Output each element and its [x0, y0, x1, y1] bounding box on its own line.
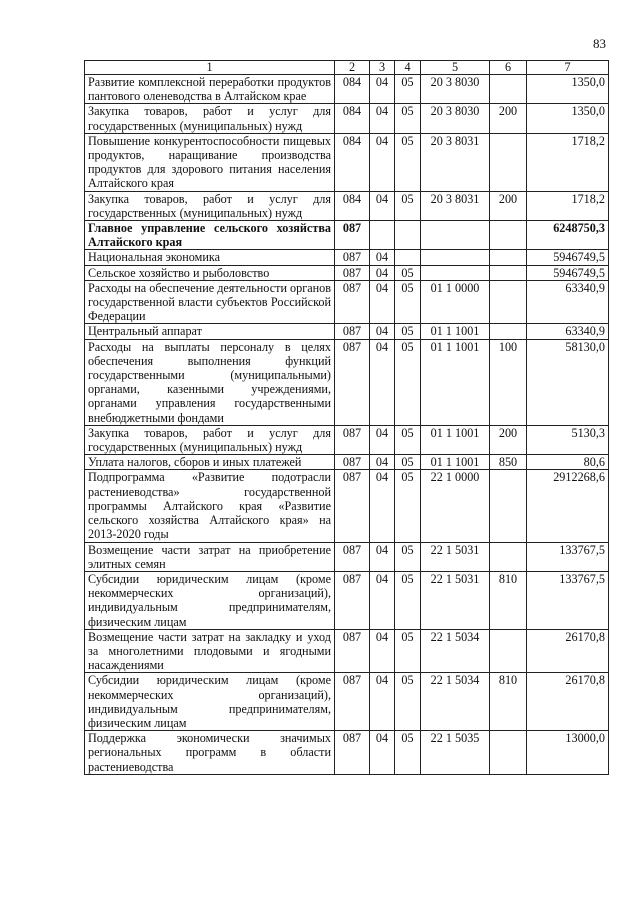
row-expense-type — [490, 470, 527, 542]
row-expense-type — [490, 75, 527, 104]
row-amount: 1350,0 — [527, 75, 609, 104]
row-name: Центральный аппарат — [85, 324, 335, 339]
row-target-article: 22 1 0000 — [421, 470, 490, 542]
row-target-article: 01 1 0000 — [421, 280, 490, 324]
row-expense-type: 810 — [490, 571, 527, 629]
row-ministry-code: 084 — [335, 191, 370, 220]
row-subsection-code: 05 — [395, 339, 421, 425]
row-target-article: 01 1 1001 — [421, 425, 490, 454]
row-amount: 63340,9 — [527, 280, 609, 324]
row-target-article — [421, 250, 490, 265]
header-col-3: 3 — [370, 61, 395, 75]
row-section-code: 04 — [370, 731, 395, 775]
row-section-code: 04 — [370, 280, 395, 324]
row-amount: 58130,0 — [527, 339, 609, 425]
row-section-code: 04 — [370, 470, 395, 542]
table-row — [85, 191, 609, 220]
row-expense-type: 200 — [490, 425, 527, 454]
row-target-article: 20 3 8030 — [421, 75, 490, 104]
row-target-article: 22 1 5031 — [421, 542, 490, 571]
row-expense-type: 810 — [490, 673, 527, 731]
row-amount: 133767,5 — [527, 542, 609, 571]
row-section-code: 04 — [370, 571, 395, 629]
row-subsection-code: 05 — [395, 265, 421, 280]
row-target-article: 01 1 1001 — [421, 339, 490, 425]
row-ministry-code: 087 — [335, 250, 370, 265]
row-target-article — [421, 265, 490, 280]
row-section-code: 04 — [370, 629, 395, 673]
row-subsection-code: 05 — [395, 731, 421, 775]
row-target-article: 20 3 8031 — [421, 133, 490, 191]
row-subsection-code: 05 — [395, 629, 421, 673]
row-name: Субсидии юридическим лицам (кроме некоммерческих организаций), индивидуальным предпринимателям, физическим лицам — [85, 673, 335, 731]
row-target-article — [421, 221, 490, 250]
row-amount: 1350,0 — [527, 104, 609, 133]
row-subsection-code — [395, 221, 421, 250]
row-amount: 80,6 — [527, 455, 609, 470]
row-ministry-code: 087 — [335, 455, 370, 470]
table-row — [85, 280, 609, 324]
table-row — [85, 221, 609, 250]
table-row — [85, 731, 609, 775]
row-section-code: 04 — [370, 104, 395, 133]
table-row — [85, 104, 609, 133]
row-subsection-code: 05 — [395, 455, 421, 470]
row-amount: 13000,0 — [527, 731, 609, 775]
row-ministry-code: 087 — [335, 221, 370, 250]
row-ministry-code: 087 — [335, 265, 370, 280]
row-target-article: 01 1 1001 — [421, 324, 490, 339]
row-ministry-code: 087 — [335, 339, 370, 425]
row-ministry-code: 087 — [335, 280, 370, 324]
row-expense-type — [490, 542, 527, 571]
table-row — [85, 542, 609, 571]
table-row — [85, 470, 609, 542]
row-name: Поддержка экономически значимых региональных программ в области растениеводства — [85, 731, 335, 775]
row-expense-type — [490, 629, 527, 673]
row-subsection-code — [395, 250, 421, 265]
row-section-code: 04 — [370, 542, 395, 571]
budget-table — [84, 60, 609, 775]
row-target-article: 01 1 1001 — [421, 455, 490, 470]
row-expense-type — [490, 324, 527, 339]
row-section-code: 04 — [370, 455, 395, 470]
row-name: Субсидии юридическим лицам (кроме некоммерческих организаций), индивидуальным предпринимателям, физическим лицам — [85, 571, 335, 629]
table-row — [85, 324, 609, 339]
row-expense-type: 200 — [490, 104, 527, 133]
row-ministry-code: 087 — [335, 425, 370, 454]
row-section-code: 04 — [370, 265, 395, 280]
row-amount: 133767,5 — [527, 571, 609, 629]
row-amount: 5130,3 — [527, 425, 609, 454]
row-expense-type — [490, 265, 527, 280]
row-expense-type: 850 — [490, 455, 527, 470]
row-amount: 26170,8 — [527, 673, 609, 731]
row-subsection-code: 05 — [395, 425, 421, 454]
row-subsection-code: 05 — [395, 324, 421, 339]
row-subsection-code: 05 — [395, 133, 421, 191]
row-expense-type: 100 — [490, 339, 527, 425]
row-subsection-code: 05 — [395, 280, 421, 324]
row-ministry-code: 087 — [335, 470, 370, 542]
row-target-article: 20 3 8031 — [421, 191, 490, 220]
row-subsection-code: 05 — [395, 191, 421, 220]
row-subsection-code: 05 — [395, 542, 421, 571]
row-subsection-code: 05 — [395, 75, 421, 104]
row-section-code — [370, 221, 395, 250]
row-expense-type — [490, 250, 527, 265]
row-target-article: 22 1 5031 — [421, 571, 490, 629]
row-section-code: 04 — [370, 425, 395, 454]
row-name: Расходы на выплаты персоналу в целях обеспечения выполнения функций государственными (муниципальными) органами, казенными учреждениями, органами управления государственными внебюджетными фондами — [85, 339, 335, 425]
row-subsection-code: 05 — [395, 104, 421, 133]
row-name: Закупка товаров, работ и услуг для государственных (муниципальных) нужд — [85, 425, 335, 454]
row-name: Расходы на обеспечение деятельности органов государственной власти субъектов Российской Федерации — [85, 280, 335, 324]
row-ministry-code: 087 — [335, 542, 370, 571]
row-expense-type: 200 — [490, 191, 527, 220]
row-section-code: 04 — [370, 133, 395, 191]
header-col-6: 6 — [490, 61, 527, 75]
row-subsection-code: 05 — [395, 470, 421, 542]
row-section-code: 04 — [370, 324, 395, 339]
table-body — [85, 75, 609, 775]
header-col-1: 1 — [85, 61, 335, 75]
row-subsection-code: 05 — [395, 571, 421, 629]
row-ministry-code: 087 — [335, 571, 370, 629]
row-expense-type — [490, 731, 527, 775]
row-name: Возмещение части затрат на приобретение элитных семян — [85, 542, 335, 571]
row-amount: 1718,2 — [527, 191, 609, 220]
row-subsection-code: 05 — [395, 673, 421, 731]
row-name: Закупка товаров, работ и услуг для государственных (муниципальных) нужд — [85, 104, 335, 133]
row-amount: 5946749,5 — [527, 265, 609, 280]
table-row — [85, 455, 609, 470]
row-name: Уплата налогов, сборов и иных платежей — [85, 455, 335, 470]
row-name: Национальная экономика — [85, 250, 335, 265]
row-amount: 63340,9 — [527, 324, 609, 339]
table-row — [85, 571, 609, 629]
row-target-article: 20 3 8030 — [421, 104, 490, 133]
row-expense-type — [490, 280, 527, 324]
row-ministry-code: 084 — [335, 104, 370, 133]
row-ministry-code: 084 — [335, 133, 370, 191]
row-target-article: 22 1 5034 — [421, 629, 490, 673]
row-amount: 1718,2 — [527, 133, 609, 191]
row-target-article: 22 1 5035 — [421, 731, 490, 775]
header-col-2: 2 — [335, 61, 370, 75]
row-ministry-code: 087 — [335, 324, 370, 339]
row-name: Возмещение части затрат на закладку и уход за многолетними плодовыми и ягодными насаждениями — [85, 629, 335, 673]
row-expense-type — [490, 221, 527, 250]
row-name: Сельское хозяйство и рыболовство — [85, 265, 335, 280]
table-row — [85, 250, 609, 265]
table-row — [85, 629, 609, 673]
row-section-code: 04 — [370, 673, 395, 731]
row-ministry-code: 084 — [335, 75, 370, 104]
row-amount: 6248750,3 — [527, 221, 609, 250]
row-amount: 2912268,6 — [527, 470, 609, 542]
row-name: Закупка товаров, работ и услуг для государственных (муниципальных) нужд — [85, 191, 335, 220]
row-ministry-code: 087 — [335, 629, 370, 673]
row-name: Повышение конкурентоспособности пищевых продуктов, наращивание производства продуктов для здорового питания населения Алтайского края — [85, 133, 335, 191]
header-col-5: 5 — [421, 61, 490, 75]
row-name: Подпрограмма «Развитие подотрасли растениеводства» государственной программы Алтайского края «Развитие сельского хозяйства Алтайского края» на 2013-2020 годы — [85, 470, 335, 542]
row-section-code: 04 — [370, 250, 395, 265]
table-row — [85, 75, 609, 104]
header-row — [85, 61, 609, 75]
row-name: Развитие комплексной переработки продуктов пантового оленеводства в Алтайском крае — [85, 75, 335, 104]
page-number: 83 — [593, 36, 606, 51]
row-amount: 5946749,5 — [527, 250, 609, 265]
row-ministry-code: 087 — [335, 673, 370, 731]
row-expense-type — [490, 133, 527, 191]
header-col-7: 7 — [527, 61, 609, 75]
row-ministry-code: 087 — [335, 731, 370, 775]
header-col-4: 4 — [395, 61, 421, 75]
table-row — [85, 265, 609, 280]
row-section-code: 04 — [370, 339, 395, 425]
table-row — [85, 339, 609, 425]
row-amount: 26170,8 — [527, 629, 609, 673]
row-section-code: 04 — [370, 75, 395, 104]
row-target-article: 22 1 5034 — [421, 673, 490, 731]
row-section-code: 04 — [370, 191, 395, 220]
row-name: Главное управление сельского хозяйства Алтайского края — [85, 221, 335, 250]
table-row — [85, 425, 609, 454]
table-row — [85, 133, 609, 191]
table-row — [85, 673, 609, 731]
